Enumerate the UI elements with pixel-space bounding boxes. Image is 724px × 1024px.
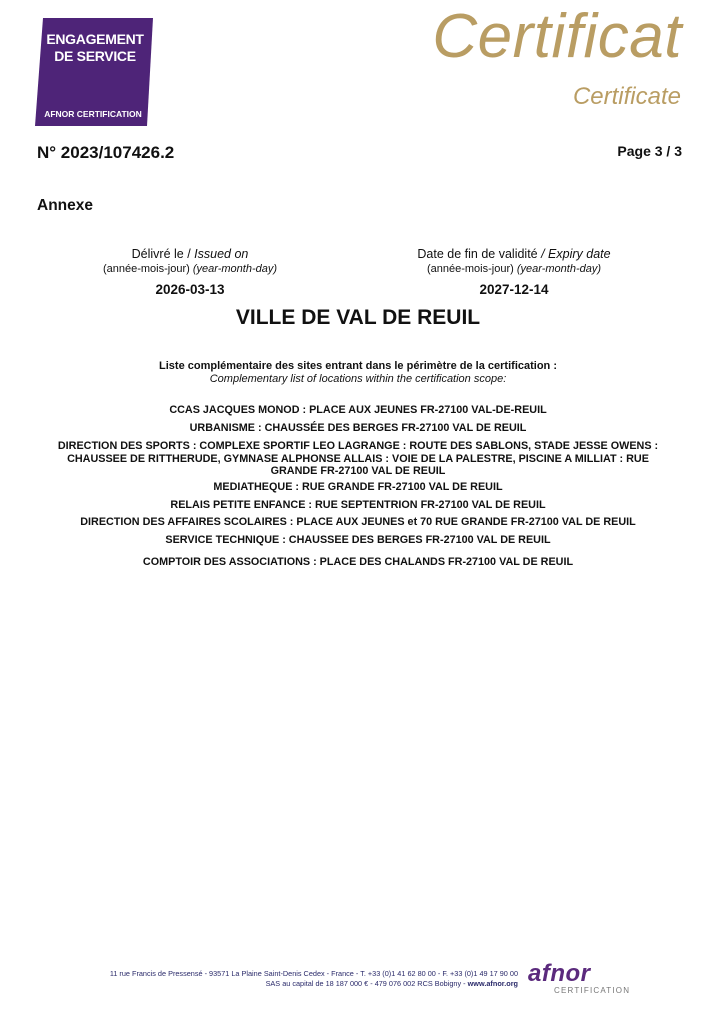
certificate-number: N° 2023/107426.2 — [37, 143, 175, 162]
footer-address — [110, 969, 518, 988]
issued-label: Délivré le / — [131, 247, 195, 261]
annexe-heading: Annexe — [37, 197, 93, 214]
issued-label-en: Issued on — [194, 247, 249, 261]
issued-date-block — [40, 246, 340, 297]
issued-format: (année-mois-jour) — [102, 263, 193, 275]
expiry-label: Date de fin de validité — [417, 247, 542, 261]
logo-line-2: DE SERVICE — [54, 48, 136, 64]
certificate-title: Certificat — [432, 2, 682, 71]
certificate-subtitle: Certificate — [572, 83, 681, 110]
issued-format-en: (year-month-day) — [192, 263, 278, 275]
site-item: DIRECTION DES SPORTS : COMPLEXE SPORTIF LEO LAGRANGE : ROUTE DES SABLONS, STADE JESSE OWENS : CHAUSSEE DE RITTHERUDE, GYMNASE ALPHONSE ALLAIS : VOIE DE LA PALESTRE, PISCINE A MILLIAT : RUE GRANDE FR-27100 VAL DE REUIL — [57, 440, 659, 477]
site-item: COMPTOIR DES ASSOCIATIONS : PLACE DES CHALANDS FR-27100 VAL DE REUIL — [142, 556, 574, 568]
site-item: DIRECTION DES AFFAIRES SCOLAIRES : PLACE AUX JEUNES et 70 RUE GRANDE FR-27100 VAL DE REUIL — [80, 516, 636, 528]
sites-list-heading — [0, 360, 716, 386]
sites-heading-en: Complementary list of locations within the certification scope: — [209, 373, 507, 385]
footer-line-2: SAS au capital de 18 187 000 € - 479 076 002 RCS Bobigny - — [265, 978, 468, 988]
expiry-label-en: / Expiry date — [541, 247, 611, 261]
page-number: Page 3 / 3 — [617, 143, 682, 159]
expiry-date-block — [364, 246, 664, 297]
engagement-de-service-logo — [35, 18, 153, 126]
site-item: MEDIATHEQUE : RUE GRANDE FR-27100 VAL DE REUIL — [213, 481, 503, 493]
footer-line-1: 11 rue Francis de Pressensé - 93571 La Plaine Saint-Denis Cedex - France - T. +33 (0)1 41 62 80 00 - F. +33 (0)1 49 17 90 00 — [109, 969, 518, 978]
footer-website-link[interactable]: www.afnor.org — [467, 978, 518, 988]
expiry-format: (année-mois-jour) — [426, 263, 517, 275]
expiry-date-value: 2027-12-14 — [479, 282, 549, 297]
site-item: CCAS JACQUES MONOD : PLACE AUX JEUNES FR-27100 VAL-DE-REUIL — [169, 404, 547, 416]
site-item: URBANISME : CHAUSSÉE DES BERGES FR-27100 VAL DE REUIL — [189, 422, 527, 434]
site-item: SERVICE TECHNIQUE : CHAUSSEE DES BERGES FR-27100 VAL DE REUIL — [165, 534, 551, 546]
logo-line-3: AFNOR CERTIFICATION — [44, 109, 142, 119]
issued-date-value: 2026-03-13 — [155, 282, 225, 297]
afnor-brand-sub: CERTIFICATION — [554, 986, 631, 995]
afnor-certification-logo — [528, 962, 638, 998]
afnor-brand: afnor — [528, 960, 591, 987]
logo-line-1: ENGAGEMENT — [46, 31, 144, 47]
expiry-format-en: (year-month-day) — [516, 263, 602, 275]
organization-name: VILLE DE VAL DE REUIL — [235, 306, 481, 329]
sites-heading-fr: Liste complémentaire des sites entrant dans le périmètre de la certification : — [159, 360, 557, 372]
site-item: RELAIS PETITE ENFANCE : RUE SEPTENTRION FR-27100 VAL DE REUIL — [170, 499, 546, 511]
